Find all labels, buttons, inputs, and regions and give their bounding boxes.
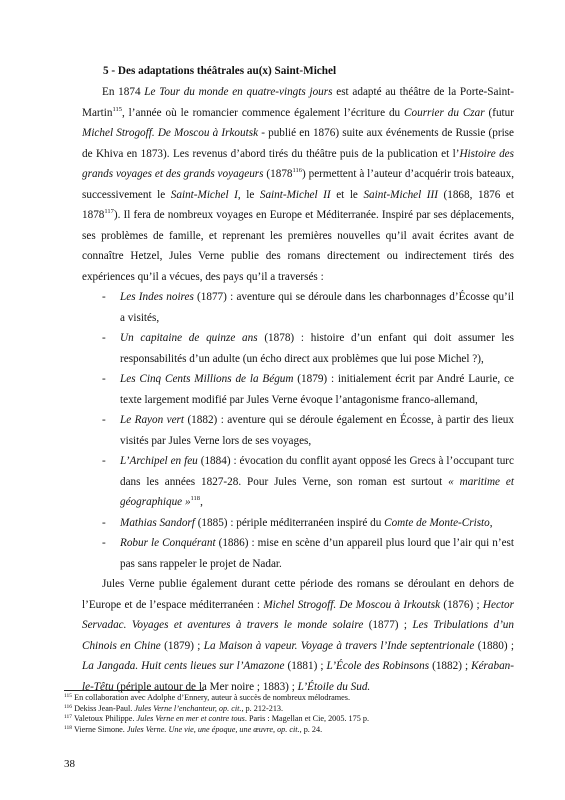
list-item: - L’Archipel en feu (1884) : évocation du conflit ayant opposé les Grecs à l’occupant turc dans les années 1827-28. Pour Jules Verne, son roman est surtout « maritime et géographique »$^{118}$, <box>102 455 514 508</box>
footnote-117: $^{117}$ Valetoux Philippe. Jules Verne en mer et contre tous. Paris : Magellan et Cie, 2005. 175 p. <box>64 714 370 723</box>
list-item: - Robur le Conquérant (1886) : mise en scène d’un appareil plus lourd que l’air qui n’est pas sans rappeler le projet de Nadar. <box>102 537 515 570</box>
footnote-115: $^{115}$ En collaboration avec Adolphe d’Ennery, auteur à succès de nombreux mélodrames. <box>64 693 351 702</box>
footnote-ref-117[interactable]: 117 <box>104 208 114 215</box>
list-item: - Les Indes noires (1877) : aventure qui se déroule dans les charbonnages d’Écosse qu’il a visités, <box>102 291 515 324</box>
footnote-118: $^{118}$ Vierne Simone. Jules Verne. Une vie, une époque, une œuvre, op. cit., p. 24. <box>64 724 323 734</box>
footnotes <box>64 693 524 735</box>
page-body <box>82 64 514 697</box>
footnote-116: $^{116}$ Dekiss Jean-Paul. Jules Verne l’enchanteur, op. cit., p. 212-213. <box>64 703 284 713</box>
list-item: - Mathias Sandorf (1885) : périple méditerranéen inspiré du Comte de Monte-Cristo, <box>102 516 493 529</box>
list-item: - Un capitaine de quinze ans (1878) : histoire d’un enfant qui doit assumer les responsabilités d’un adulte (un écho direct aux problèmes que lui pose Michel ?), <box>102 332 514 365</box>
novel-list <box>82 287 514 574</box>
footnote-ref-115[interactable]: 115 <box>112 105 122 113</box>
footnote-divider <box>64 690 204 691</box>
page-number: 38 <box>64 758 75 770</box>
paragraph-1: En 1874 Le Tour du monde en quatre-vingts jours est adapté au théâtre de la Porte-Saint-Martin$^{115}$, l’année où le romancier commence également l’écriture du Courrier du Czar (futur Michel Strogoff. De Moscou à Irkoutsk - publié en 1876) suite aux événements de Russie (prise de Khiva en 1873). Les revenus d’abord tirés du théâtre puis de la publication et l’Histoire des grands voyages et des grands voyageurs (1878$^{116}$) permettent à l’auteur d’acquérir trois bateaux, successivement le Saint-Michel I, le Saint-Michel II et le Saint-Michel III (1868, 1876 et 1878$^{117}$). Il fera de nombreux voyages en Europe et Méditerranée. Inspiré par ses déplacements, ses problèmes de famille, et reprenant les premières nouvelles qu’il avait écrites avant de connaître Hetzel, Jules Verne publie des romans directement ou indirectement tirés des expériences qu’il a vécues, des pays qu’il a traversés : <box>82 86 515 283</box>
paragraph-2: Jules Verne publie également durant cette période des romans se déroulant en dehors de l’Europe et de l’espace méditerranéen : Michel Strogoff. De Moscou à Irkoutsk (1876) ; Hector Servadac. Voyages et aventures à travers le monde solaire (1877) ; Les Tribulations d’un Chinois en Chine (1879) ; La Maison à vapeur. Voyage à travers l’Inde septentrionale (1880) ; La Jangada. Huit cents lieues sur l’Amazone (1881) ; L’École des Robinsons (1882) ; Kéraban-le-Têtu (périple autour de la Mer noire ; 1883) ; L’Étoile du Sud. <box>82 578 515 693</box>
list-item: - Le Rayon vert (1882) : aventure qui se déroule également en Écosse, à partir des lieux visités par Jules Verne lors de ses voyages, <box>102 414 514 447</box>
footnote-ref-116[interactable]: 116 <box>292 167 303 174</box>
list-item: - Les Cinq Cents Millions de la Bégum (1879) : initialement écrit par André Laurie, ce texte largement modifié par Jules Verne évoque l’antagonisme franco-allemand, <box>102 373 514 406</box>
section-heading: 5 - Des adaptations théâtrales au(x) Saint-Michel <box>103 65 337 77</box>
footnote-ref-118[interactable]: 118 <box>190 495 201 502</box>
